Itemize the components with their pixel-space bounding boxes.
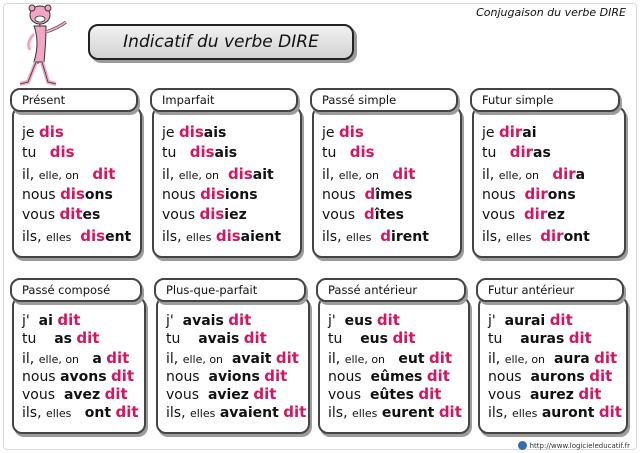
conjugation-line xyxy=(482,122,537,143)
pronoun-extra: elle, on xyxy=(38,169,80,182)
verb-part: ais xyxy=(203,125,227,141)
pronoun: ils, xyxy=(22,229,42,245)
verb-part: eus xyxy=(344,313,373,329)
pronoun: je xyxy=(322,125,335,141)
verb-highlight: dis xyxy=(49,143,75,161)
pronoun: tu xyxy=(328,331,343,347)
conjugation-line xyxy=(162,184,258,205)
verb-part: îtes xyxy=(374,207,405,223)
verb-part: ions xyxy=(224,187,258,203)
verb-part: auront xyxy=(541,405,595,421)
verb-highlight: dit xyxy=(76,329,100,347)
verb-part: ont xyxy=(84,405,112,421)
pronoun: il, xyxy=(166,351,179,367)
verb-highlight: dit xyxy=(392,165,416,183)
pronoun: vous xyxy=(162,207,196,223)
verb-highlight: dit xyxy=(92,165,116,183)
verb-highlight: dit xyxy=(275,349,299,367)
verb-highlight: dit xyxy=(104,385,128,403)
verb-highlight: dit xyxy=(283,403,307,421)
pronoun-extra: elle, on xyxy=(344,353,386,366)
verb-part: ent xyxy=(105,229,132,245)
verb-part: eut xyxy=(398,351,425,367)
conjugation-line xyxy=(482,142,551,163)
conjugation-line xyxy=(482,204,565,225)
tense-label-futur-simple: Futur simple xyxy=(470,88,620,112)
conjugation-line xyxy=(22,164,115,186)
verb-highlight: dir xyxy=(540,227,564,245)
verb-part: avais xyxy=(182,313,224,329)
verb-highlight: dit xyxy=(568,329,592,347)
verb-highlight: dit xyxy=(57,311,81,329)
verb-highlight: dit xyxy=(264,367,288,385)
pronoun: j' xyxy=(22,313,30,329)
verb-part: aurons xyxy=(530,369,585,385)
pronoun: tu xyxy=(162,145,177,161)
verb-highlight: dis xyxy=(227,165,253,183)
verb-highlight: dit xyxy=(253,385,277,403)
tense-label-futur-anterieur: Futur antérieur xyxy=(476,278,624,302)
pronoun: je xyxy=(162,125,175,141)
verb-highlight: dit xyxy=(594,349,618,367)
verb-part: auras xyxy=(520,331,565,347)
verb-part: îmes xyxy=(375,187,413,203)
pronoun: vous xyxy=(22,207,56,223)
conjugation-line xyxy=(482,164,585,186)
verb-part: aurez xyxy=(529,387,574,403)
tense-card-passe-compose xyxy=(12,296,146,434)
verb-part: ais xyxy=(214,145,238,161)
conjugation-line xyxy=(328,402,462,424)
verb-highlight: dit xyxy=(578,385,602,403)
pronoun: vous xyxy=(482,207,516,223)
pronoun: il, xyxy=(488,351,501,367)
tense-card-plus-que-parfait xyxy=(156,296,310,434)
verb-part: ait xyxy=(252,167,274,183)
verb-highlight: d xyxy=(380,227,392,245)
pronoun-extra: elles xyxy=(505,231,532,244)
verb-part: eûmes xyxy=(370,369,423,385)
pronoun: tu xyxy=(166,331,181,347)
pronoun: tu xyxy=(22,331,37,347)
conjugation-line xyxy=(322,164,415,186)
pronoun-extra: elles xyxy=(351,407,378,420)
conjugation-line xyxy=(162,164,274,186)
pronoun-extra: elles xyxy=(45,407,72,420)
verb-highlight: dis xyxy=(349,143,375,161)
conjugation-line xyxy=(482,184,576,205)
conjugation-line xyxy=(162,204,247,225)
verb-part: as xyxy=(533,145,551,161)
verb-highlight: dir xyxy=(509,143,534,161)
conjugation-line xyxy=(162,122,226,143)
verb-part: ont xyxy=(563,229,590,245)
verb-highlight: d xyxy=(364,185,376,203)
pronoun: vous xyxy=(22,387,56,403)
verb-highlight: dis xyxy=(189,143,215,161)
conjugation-line xyxy=(322,204,404,225)
tense-label-passe-compose: Passé composé xyxy=(10,278,142,302)
verb-part: avons xyxy=(60,369,107,385)
conjugation-line xyxy=(166,328,267,349)
pronoun-extra: elles xyxy=(511,407,538,420)
pronoun: il, xyxy=(322,167,335,183)
pronoun: ils, xyxy=(488,405,508,421)
verb-highlight: dit xyxy=(106,349,130,367)
verb-part: eûtes xyxy=(369,387,414,403)
conjugation-line xyxy=(482,226,590,248)
verb-part: a xyxy=(575,167,586,183)
pronoun: je xyxy=(482,125,495,141)
conjugation-line xyxy=(22,226,131,248)
verb-highlight: dit xyxy=(243,329,267,347)
verb-highlight: dir xyxy=(498,123,523,141)
verb-part: avais xyxy=(198,331,240,347)
pronoun-extra: elle, on xyxy=(178,169,220,182)
pronoun: nous xyxy=(482,187,516,203)
verb-part: ons xyxy=(84,187,113,203)
site-url[interactable]: http://www.logicieleducatif.fr xyxy=(529,441,630,450)
verb-part: aurai xyxy=(504,313,546,329)
pronoun: nous xyxy=(328,369,362,385)
verb-highlight: d xyxy=(363,205,375,223)
pink-panther-mascot-icon xyxy=(10,2,72,88)
pronoun-extra: elles xyxy=(189,407,216,420)
conjugation-line xyxy=(322,142,375,163)
verb-highlight: dit xyxy=(115,403,139,421)
pronoun: il, xyxy=(328,351,341,367)
tense-card-passe-anterieur xyxy=(318,296,470,434)
verb-part: iez xyxy=(224,207,247,223)
verb-highlight: dit xyxy=(429,349,453,367)
verb-part: irent xyxy=(391,229,429,245)
tense-card-futur-simple xyxy=(472,106,626,258)
pronoun: ils, xyxy=(322,229,342,245)
verb-part: aura xyxy=(553,351,590,367)
pronoun: vous xyxy=(166,387,200,403)
pronoun: tu xyxy=(488,331,503,347)
tense-card-passe-simple xyxy=(312,106,462,258)
verb-highlight: dit xyxy=(426,367,450,385)
verb-part: avez xyxy=(63,387,101,403)
verb-highlight: dir xyxy=(524,185,548,203)
verb-part: as xyxy=(54,331,72,347)
pronoun: nous xyxy=(162,187,196,203)
verb-highlight: dit xyxy=(392,329,416,347)
verb-part: ai xyxy=(38,313,53,329)
verb-highlight: dis xyxy=(215,227,241,245)
conjugation-line xyxy=(22,142,75,163)
pronoun: nous xyxy=(166,369,200,385)
conjugation-line xyxy=(22,328,99,349)
conjugation-line xyxy=(162,142,237,163)
verb-highlight: dit xyxy=(228,311,252,329)
tense-label-passe-anterieur: Passé antérieur xyxy=(316,278,466,302)
verb-highlight: dit xyxy=(376,311,400,329)
verb-part: ez xyxy=(547,207,565,223)
pronoun: tu xyxy=(22,145,37,161)
tense-label-imparfait: Imparfait xyxy=(150,88,298,112)
conjugation-line xyxy=(322,122,364,143)
verb-highlight: dis xyxy=(38,123,64,141)
verb-highlight: dis xyxy=(178,123,204,141)
pronoun: tu xyxy=(322,145,337,161)
verb-highlight: dis xyxy=(338,123,364,141)
verb-highlight: dis xyxy=(199,205,225,223)
pronoun-extra: elles xyxy=(185,231,212,244)
pronoun-extra: elle, on xyxy=(498,169,540,182)
pronoun: j' xyxy=(166,313,174,329)
verb-highlight: dir xyxy=(523,205,548,223)
tense-card-imparfait xyxy=(152,106,302,258)
verb-highlight: dis xyxy=(60,185,85,203)
conjugation-line xyxy=(488,328,592,349)
pronoun: il, xyxy=(482,167,495,183)
verb-part: aient xyxy=(240,229,282,245)
verb-part: ai xyxy=(522,125,537,141)
pronoun: ils, xyxy=(162,229,182,245)
verb-highlight: dit xyxy=(549,311,573,329)
verb-highlight: dis xyxy=(80,227,106,245)
verb-highlight: dit xyxy=(589,367,613,385)
pronoun: ils, xyxy=(166,405,186,421)
pronoun: ils, xyxy=(482,229,502,245)
verb-part: aviez xyxy=(207,387,249,403)
tense-label-present: Présent xyxy=(10,88,138,112)
pronoun-extra: elle, on xyxy=(338,169,380,182)
conjugation-line xyxy=(162,226,281,248)
verb-part: a xyxy=(92,351,102,367)
verb-part: avaient xyxy=(219,405,279,421)
verb-part: eurent xyxy=(381,405,435,421)
tense-card-present xyxy=(12,106,142,258)
verb-highlight: dit xyxy=(418,385,442,403)
conjugation-line xyxy=(488,402,622,424)
verb-part: avait xyxy=(231,351,272,367)
tense-label-plus-que-parfait: Plus-que-parfait xyxy=(154,278,306,302)
verb-part: es xyxy=(82,207,101,223)
pronoun-extra: elle, on xyxy=(182,353,224,366)
corner-title: Conjugaison du verbe DIRE xyxy=(476,6,626,19)
verb-part: ons xyxy=(547,187,576,203)
pronoun: ils, xyxy=(328,405,348,421)
pronoun: vous xyxy=(322,207,356,223)
pronoun: il, xyxy=(162,167,175,183)
conjugation-line xyxy=(22,204,100,225)
tense-card-futur-anterieur xyxy=(478,296,628,434)
pronoun: nous xyxy=(488,369,522,385)
pronoun: il, xyxy=(22,167,35,183)
verb-highlight: dit xyxy=(59,205,83,223)
pronoun: j' xyxy=(328,313,336,329)
pronoun: nous xyxy=(22,369,56,385)
pronoun: tu xyxy=(482,145,497,161)
pronoun-extra: elle, on xyxy=(38,353,80,366)
verb-highlight: dit xyxy=(111,367,135,385)
pronoun: vous xyxy=(328,387,362,403)
conjugation-line xyxy=(322,184,412,205)
conjugation-line xyxy=(322,226,429,248)
pronoun: il, xyxy=(22,351,35,367)
conjugation-line xyxy=(22,122,64,143)
pronoun-extra: elles xyxy=(345,231,372,244)
pronoun-extra: elle, on xyxy=(504,353,546,366)
conjugation-line xyxy=(22,402,139,424)
pronoun: nous xyxy=(22,187,56,203)
pronoun: nous xyxy=(322,187,356,203)
conjugation-line xyxy=(328,328,416,349)
pronoun: vous xyxy=(488,387,522,403)
page-title: Indicatif du verbe DIRE xyxy=(88,24,354,60)
verb-highlight: dis xyxy=(200,185,225,203)
tense-label-passe-simple: Passé simple xyxy=(310,88,458,112)
conjugation-line xyxy=(22,184,113,205)
pronoun: j' xyxy=(488,313,496,329)
pronoun: ils, xyxy=(22,405,42,421)
site-logo-icon xyxy=(518,441,527,450)
site-footer xyxy=(518,441,630,450)
verb-part: avions xyxy=(208,369,260,385)
verb-part: eus xyxy=(360,331,388,347)
verb-highlight: dit xyxy=(598,403,622,421)
pronoun-extra: elles xyxy=(45,231,72,244)
conjugation-line xyxy=(166,402,306,424)
verb-highlight: dir xyxy=(552,165,576,183)
verb-highlight: dit xyxy=(438,403,462,421)
pronoun: je xyxy=(22,125,35,141)
